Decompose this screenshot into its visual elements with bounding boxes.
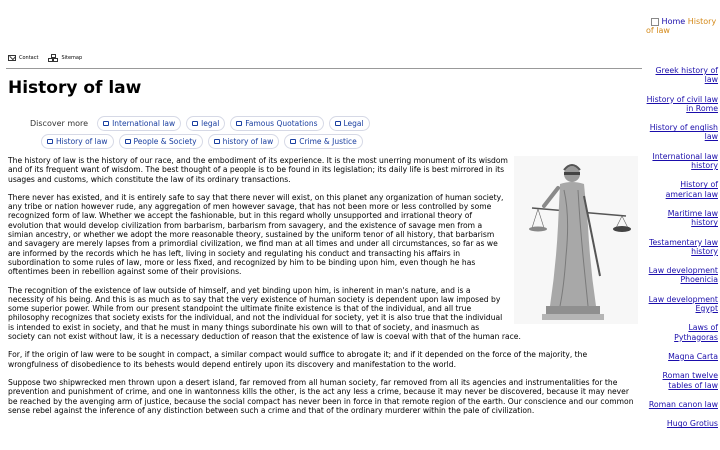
discover-pill[interactable]	[230, 116, 323, 131]
page-title: History of law	[8, 78, 142, 98]
discover-more	[30, 116, 590, 152]
discover-pill[interactable]	[97, 116, 181, 131]
contact-label: Contact	[19, 54, 39, 61]
discover-label: Discover more	[30, 118, 89, 128]
discover-row-1	[30, 116, 590, 130]
sidebar-item[interactable]: Roman twelve tables of law	[662, 371, 718, 390]
pill-label: History of law	[56, 136, 108, 146]
pill-label: Crime & Justice	[299, 136, 357, 146]
sidebar-item[interactable]: International law history	[652, 151, 718, 171]
envelope-icon	[8, 55, 16, 61]
discover-pill[interactable]	[186, 116, 225, 131]
sidebar-item[interactable]: Hugo Grotius	[666, 419, 718, 429]
home-icon	[651, 18, 659, 26]
sidebar-item[interactable]: Laws of Pythagoras	[674, 323, 718, 342]
pill-label: Legal	[343, 118, 364, 128]
discover-pill[interactable]	[119, 134, 203, 149]
top-links	[8, 54, 82, 61]
home-block	[646, 17, 720, 35]
list-icon	[47, 139, 53, 144]
sidebar-item[interactable]: Greek history of law	[655, 66, 718, 85]
sidebar-item[interactable]: Testamentary law history	[649, 237, 718, 256]
discover-pill[interactable]	[284, 134, 363, 149]
pill-label: International law	[112, 118, 176, 128]
sidebar-item[interactable]: History of american law	[665, 180, 718, 199]
sidebar	[642, 0, 720, 450]
list-icon	[290, 139, 296, 144]
article-paragraph: There never has existed, and it is entirely safe to say that there never will exist, on this planet any organization of human society, any tribe or nation however rude, any aggregation of men however savage, that has not been more or less controlled by some recognized form of law. Whether we accept the fashionable, but in this regard wholly unsupported and irrational theory of evolution that would develop civilization from barbarism, barbarism from savagery, and the existence of savage men from a simian ancestry, or whether we adopt the more reasonable theory, sustained by the uniform tenor of all history, that barbarism and savagery are merely lapses from a primordial civilization, we find man at all times and under all circumstances, so far as we are informed by the records which he has left, living in society and regulating his conduct and transacting his affairs in subordination to some rules of law, more or less fixed, and recognized by him to be binding upon him, even though he has oftentimes been in rebellion against some of their provisions.	[8, 192, 504, 277]
sidebar-list	[646, 66, 718, 438]
discover-row-2	[30, 134, 590, 148]
sidebar-item[interactable]: Law development Phoenicia	[648, 266, 718, 285]
home-link[interactable]: Home	[661, 17, 686, 26]
article-paragraph: The recognition of the existence of law outside of himself, and yet binding upon him, is inherent in man's nature, and is a necessity of his being. And this is as much as to say that the very existence of human society is dependent upon law imposed by some superior power. While from our present standpoint the ultimate finite existence is that of the individual, and all true philosophy recognizes that society exists for the individual, and not the individual for society, yet it is also true that the individual is intended to exist in society, and that he must in many things subordinate his own will to that of society, and inasmuch as society can not exist without law, it is a necessary deduction of reason that the existence of law is coeval with that of the human race.	[8, 285, 521, 342]
article-paragraph: Suppose two shipwrecked men thrown upon a desert island, far removed from all human society, far removed from all its agencies and instrumentalities for the prevention and punishment of crime, and one in wantonness kills the other, is the act any less a crime, because it may never be discovered, because it may never be reached by the avenging arm of justice, because the social compact has never been in force in that remote region of the earth. Our conscience and our common sense rebel against the inference of any distinction between such a crime and that of the ordinary murderer within the pale of civilization.	[8, 377, 634, 415]
divider	[6, 68, 642, 69]
justice-statue-image	[514, 156, 638, 324]
sitemap-icon	[48, 54, 58, 61]
discover-pill[interactable]	[329, 116, 370, 131]
home-history-link[interactable]: History of law	[646, 17, 717, 35]
sidebar-item[interactable]: Roman canon law	[648, 399, 718, 409]
sidebar-item[interactable]: History of civil law in Rome	[646, 94, 718, 113]
discover-pill[interactable]	[208, 134, 280, 149]
sidebar-item[interactable]: History of english law	[649, 123, 718, 142]
list-icon	[236, 121, 242, 126]
list-icon	[192, 121, 198, 126]
article-paragraph: The history of law is the history of our race, and the embodiment of its experience. It is the most unerring monument of its wisdom and of its frequent want of wisdom. The best thought of a people is to be found in its legislation; its daily life is best mirrored in its usages and customs, which constitute the law of its ordinary transactions.	[8, 156, 508, 184]
sidebar-item[interactable]: Maritime law history	[667, 208, 718, 228]
list-icon	[103, 121, 109, 126]
contact-link[interactable]	[8, 55, 38, 61]
discover-pill[interactable]	[41, 134, 114, 149]
pill-label: legal	[201, 118, 220, 128]
pill-label: Famous Quotations	[245, 118, 318, 128]
article	[8, 156, 638, 424]
lady-justice-icon	[514, 156, 638, 324]
list-icon	[125, 139, 131, 144]
list-icon	[214, 139, 220, 144]
article-paragraph: For, if the origin of law were to be sought in compact, a similar compact would suffice to abrogate it; and if it depended on the force of the majority, the wrongfulness of disobedience to its behests would depend entirely upon its discovery and manifestation to the world.	[8, 350, 588, 369]
pill-label: People & Society	[133, 136, 197, 146]
sitemap-link[interactable]	[48, 54, 82, 61]
sidebar-item[interactable]: Magna Carta	[668, 351, 718, 361]
pill-label: history of law	[222, 136, 274, 146]
sidebar-item[interactable]: Law development Egypt	[648, 294, 718, 314]
sitemap-label: Sitemap	[61, 54, 83, 61]
list-icon	[335, 121, 341, 126]
